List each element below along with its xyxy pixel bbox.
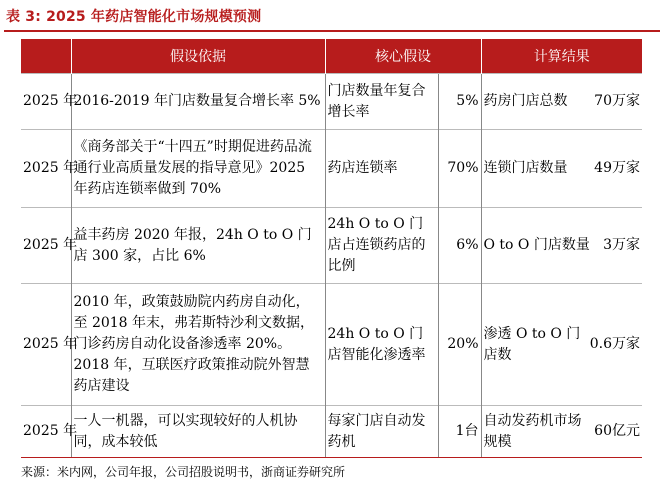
row-year: 2025 年 <box>21 284 71 406</box>
header-basis: 假设依据 <box>71 39 325 74</box>
row-result <box>481 130 642 208</box>
header-assumption: 核心假设 <box>325 39 481 74</box>
row-year: 2025 年 <box>21 74 71 130</box>
row-basis: 2010 年，政策鼓励院内药房自动化，至 2018 年末，弗若斯特沙利文数据，门诊药房自动化设备渗透率 20%。2018 年，互联医疗政策推动院外智慧药店建设 <box>71 284 325 406</box>
title-rule <box>4 30 660 32</box>
table-row <box>21 130 642 208</box>
header-result: 计算结果 <box>481 39 642 74</box>
row-basis: 益丰药房 2020 年报，24h O to O 门店 300 家，占比 6% <box>71 208 325 284</box>
row-result <box>481 284 642 406</box>
header-year <box>21 39 71 74</box>
row-result-name: O to O 门店数量 <box>483 237 590 253</box>
row-result-value: 0.6万家 <box>589 336 640 352</box>
table-row <box>21 208 642 284</box>
forecast-table <box>21 39 642 458</box>
row-year: 2025 年 <box>21 130 71 208</box>
row-assumption: 药店连锁率 <box>325 130 438 208</box>
row-basis: 《商务部关于“十四五”时期促进药品流通行业高质量发展的指导意见》2025 年药店连锁率做到 70% <box>71 130 325 208</box>
row-assumption: 门店数量年复合增长率 <box>325 74 438 130</box>
table-row <box>21 406 642 458</box>
row-assumption-value: 70% <box>438 130 481 208</box>
row-assumption-value: 5% <box>438 74 481 130</box>
row-result-value: 3万家 <box>603 237 640 253</box>
row-result-value: 49万家 <box>594 160 640 176</box>
row-result-name: 药房门店总数 <box>483 93 568 109</box>
row-result <box>481 406 642 458</box>
row-assumption: 24h O to O 门店占连锁药店的比例 <box>325 208 438 284</box>
row-result <box>481 74 642 130</box>
row-basis: 一人一机器，可以实现较好的人机协同，成本较低 <box>71 406 325 458</box>
row-result <box>481 208 642 284</box>
row-result-value: 60亿元 <box>594 423 640 439</box>
table-row <box>21 284 642 406</box>
source-note: 来源：米内网，公司年报，公司招股说明书，浙商证券研究所 <box>21 465 346 479</box>
row-result-name: 自动发药机市场规模 <box>483 412 582 450</box>
row-year: 2025 年 <box>21 208 71 284</box>
row-year: 2025 年 <box>21 406 71 458</box>
table-row <box>21 74 642 130</box>
row-assumption-value: 20% <box>438 284 481 406</box>
row-assumption: 每家门店自动发药机 <box>325 406 438 458</box>
row-basis: 2016-2019 年门店数量复合增长率 5% <box>71 74 325 130</box>
table-header-row <box>21 39 642 74</box>
row-result-name: 连锁门店数量 <box>483 160 568 176</box>
table-title: 表 3: 2025 年药店智能化市场规模预测 <box>6 9 262 25</box>
row-result-name: 渗透 O to O 门店数 <box>483 325 581 363</box>
row-assumption-value: 6% <box>438 208 481 284</box>
row-result-value: 70万家 <box>594 93 640 109</box>
row-assumption-value: 1台 <box>438 406 481 458</box>
row-assumption: 24h O to O 门店智能化渗透率 <box>325 284 438 406</box>
